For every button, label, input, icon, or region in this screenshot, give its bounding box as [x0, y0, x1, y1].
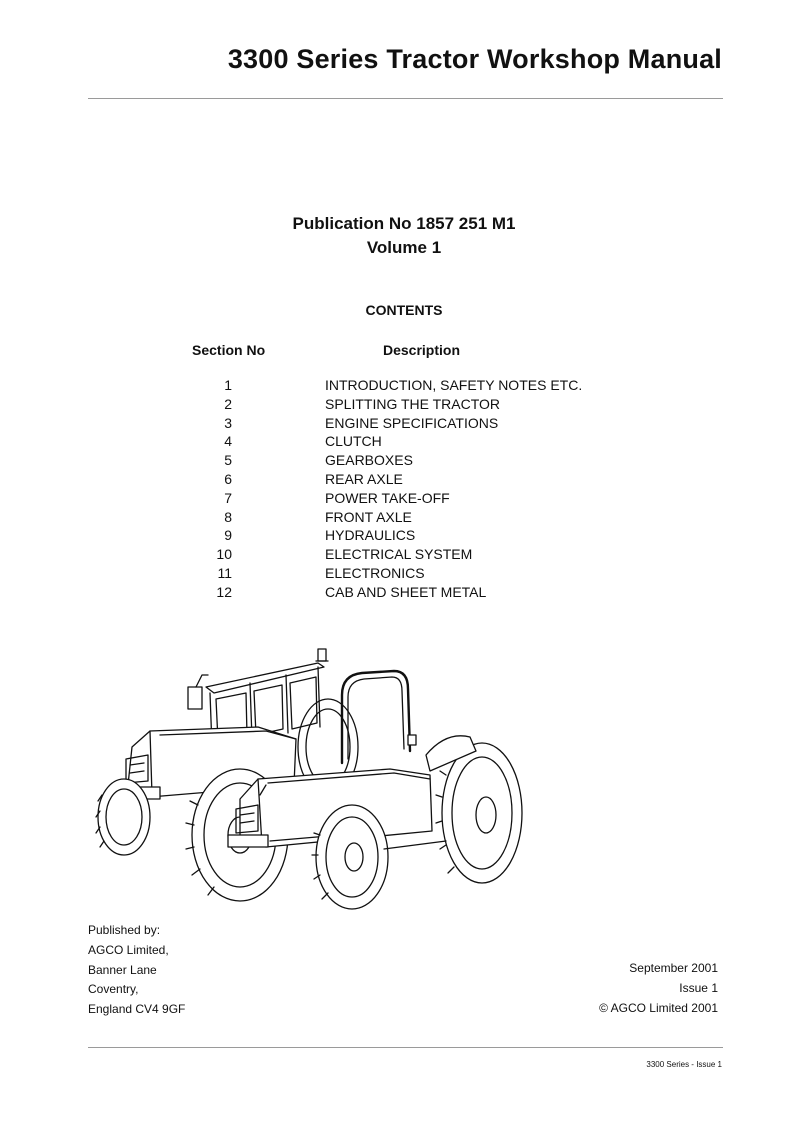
toc-section-number: 8	[224, 508, 232, 525]
contents-table	[0, 376, 794, 602]
toc-section-title: CAB AND SHEET METAL	[325, 583, 487, 600]
toc-section-title: ENGINE SPECIFICATIONS	[325, 414, 499, 431]
publication-number: Publication No 1857 251 M1	[292, 214, 516, 233]
toc-row	[0, 489, 794, 508]
toc-section-number: 5	[224, 452, 232, 469]
toc-section-title: REAR AXLE	[325, 470, 403, 487]
toc-section-title: ELECTRICAL SYSTEM	[325, 546, 473, 563]
top-divider	[88, 98, 723, 99]
publisher-line: Coventry,	[88, 982, 139, 997]
toc-row	[0, 545, 794, 564]
edition-block	[599, 959, 718, 1018]
toc-section-number: 7	[224, 489, 232, 506]
toc-row	[0, 432, 794, 451]
publisher-label: Published by:	[88, 923, 161, 937]
section-no-header: Section No	[192, 342, 266, 358]
toc-section-number: 6	[224, 470, 232, 487]
toc-section-number: 1	[224, 377, 232, 393]
toc-section-number: 11	[217, 564, 232, 581]
toc-section-title: HYDRAULICS	[325, 527, 416, 544]
toc-section-title: SPLITTING THE TRACTOR	[325, 395, 501, 412]
toc-row	[0, 414, 794, 433]
toc-section-title: CLUTCH	[325, 433, 382, 450]
toc-row	[0, 583, 794, 602]
toc-section-title: POWER TAKE-OFF	[325, 489, 450, 506]
toc-section-number: 3	[224, 414, 232, 431]
toc-section-number: 12	[216, 583, 232, 600]
toc-row	[0, 564, 794, 583]
toc-section-number: 2	[224, 395, 232, 412]
document-title: 3300 Series Tractor Workshop Manual	[227, 44, 722, 74]
page-footer: 3300 Series - Issue 1	[646, 1060, 722, 1069]
toc-section-title: FRONT AXLE	[325, 508, 412, 525]
description-header: Description	[383, 342, 461, 358]
toc-section-title: INTRODUCTION, SAFETY NOTES ETC.	[325, 377, 583, 393]
contents-heading: CONTENTS	[365, 302, 443, 318]
publisher-line: England CV4 9GF	[88, 1002, 186, 1017]
copyright-notice: © AGCO Limited 2001	[599, 1000, 718, 1015]
toc-row	[0, 526, 794, 545]
edition-issue: Issue 1	[679, 980, 718, 995]
toc-row	[0, 395, 794, 414]
toc-row	[0, 451, 794, 470]
volume-label: Volume 1	[366, 238, 442, 257]
publisher-line: AGCO Limited,	[88, 942, 169, 957]
toc-row	[0, 470, 794, 489]
toc-section-title: ELECTRONICS	[325, 564, 425, 581]
publisher-line: Banner Lane	[88, 962, 157, 977]
toc-row	[0, 376, 794, 395]
bottom-divider	[88, 1047, 723, 1048]
toc-section-number: 10	[216, 546, 232, 563]
edition-date: September 2001	[629, 961, 718, 975]
toc-section-title: GEARBOXES	[325, 452, 413, 469]
toc-section-number: 4	[224, 433, 232, 450]
publisher-block	[88, 921, 185, 1020]
tractor-illustration-icon	[90, 635, 530, 915]
toc-section-number: 9	[224, 527, 232, 544]
toc-row	[0, 508, 794, 527]
